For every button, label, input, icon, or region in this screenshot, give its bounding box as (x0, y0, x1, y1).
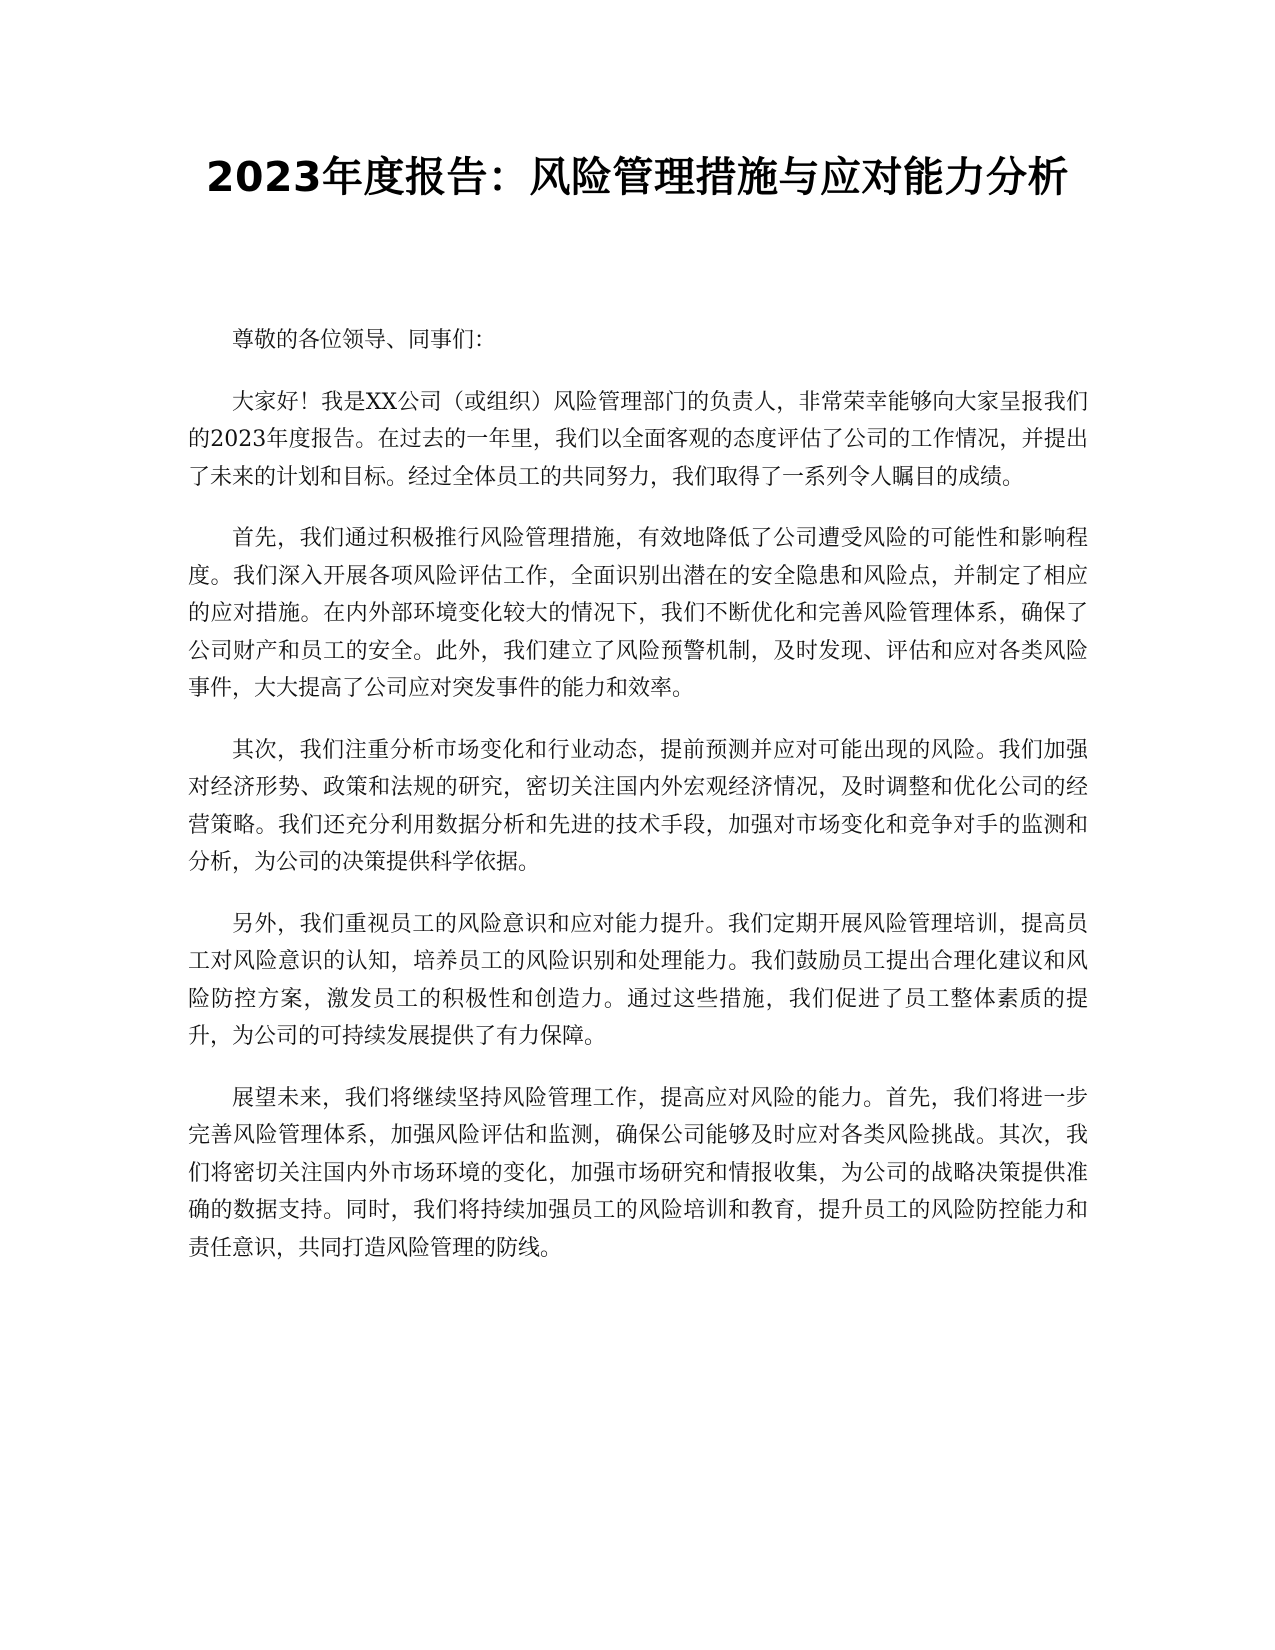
intro-paragraph: 大家好！我是XX公司（或组织）风险管理部门的负责人，非常荣幸能够向大家呈报我们的2023年度报告。在过去的一年里，我们以全面客观的态度评估了公司的工作情况，并提出了未来的计划和目标。经过全体员工的共同努力，我们取得了一系列令人瞩目的成绩。 (188, 389, 1088, 490)
risk-measures-paragraph: 首先，我们通过积极推行风险管理措施，有效地降低了公司遭受风险的可能性和影响程度。我们深入开展各项风险评估工作，全面识别出潜在的安全隐患和风险点，并制定了相应的应对措施。在内外部环境变化较大的情况下，我们不断优化和完善风险管理体系，确保了公司财产和员工的安全。此外，我们建立了风险预警机制，及时发现、评估和应对各类风险事件，大大提高了公司应对突发事件的能力和效率。 (188, 526, 1088, 701)
employee-training-paragraph: 另外，我们重视员工的风险意识和应对能力提升。我们定期开展风险管理培训，提高员工对风险意识的认知，培养员工的风险识别和处理能力。我们鼓励员工提出合理化建议和风险防控方案，激发员工的积极性和创造力。通过这些措施，我们促进了员工整体素质的提升，为公司的可持续发展提供了有力保障。 (188, 911, 1088, 1049)
outlook-paragraph: 展望未来，我们将继续坚持风险管理工作，提高应对风险的能力。首先，我们将进一步完善风险管理体系，加强风险评估和监测，确保公司能够及时应对各类风险挑战。其次，我们将密切关注国内外市场环境的变化，加强市场研究和情报收集，为公司的战略决策提供准确的数据支持。同时，我们将持续加强员工的风险培训和教育，提升员工的风险防控能力和责任意识，共同打造风险管理的防线。 (188, 1085, 1088, 1261)
market-analysis-paragraph: 其次，我们注重分析市场变化和行业动态，提前预测并应对可能出现的风险。我们加强对经济形势、政策和法规的研究，密切关注国内外宏观经济情况，及时调整和优化公司的经营策略。我们还充分利用数据分析和先进的技术手段，加强对市场变化和竞争对手的监测和分析，为公司的决策提供科学依据。 (188, 737, 1088, 875)
document-body (188, 322, 1088, 1291)
document-title: 2023年度报告：风险管理措施与应对能力分析 (205, 153, 1070, 201)
salutation-paragraph: 尊敬的各位领导、同事们： (232, 328, 497, 353)
